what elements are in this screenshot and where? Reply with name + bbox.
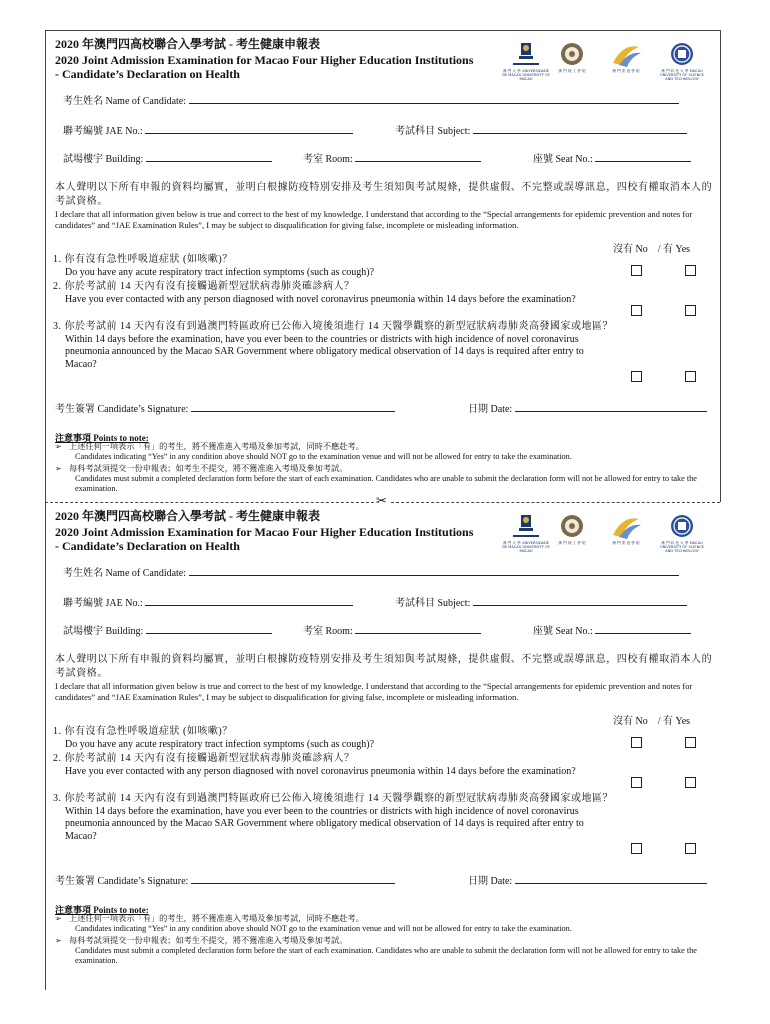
must-logo: 澳 門 科 技 大 學 MACAU UNIVERSITY OF SCIENCE AND TECHNOLOGY [661, 41, 703, 81]
note-2 [55, 464, 715, 494]
arrow-bullet-icon: ➢ [55, 936, 62, 945]
signature-field[interactable] [191, 873, 395, 884]
date-label: 日期 Date: [468, 876, 513, 887]
jae-field[interactable] [145, 123, 353, 134]
q3-no-checkbox[interactable] [631, 843, 642, 854]
note-1-zh: 上述任何一項表示「有」的考生，將不獲准進入考場及參加考試，同時不應赴考。 [69, 914, 364, 923]
declaration-en: I declare that all information given below is true and correct to the best of my knowledge. I understand that according to the “Special arrangements for epidemic prevention and notes for candidates” and “JAE Examination Rules”, I may be subject to disqualification for giving false, incomplete or misleading information. [55, 681, 693, 702]
note-2-en: Candidates must submit a completed declaration form before the start of each examination. Candidates who are unable to submit the declaration form will not be allowed for entry to take the examination. [75, 946, 697, 965]
date-row [468, 401, 707, 416]
q2-yes-checkbox[interactable] [685, 777, 696, 788]
date-field[interactable] [515, 873, 707, 884]
subject-field[interactable] [473, 595, 687, 606]
question-1 [53, 726, 613, 751]
name-row [63, 93, 679, 108]
arrow-bullet-icon: ➢ [55, 914, 62, 923]
signature-field[interactable] [191, 401, 395, 412]
declaration-form [45, 30, 720, 503]
q1-yes-checkbox[interactable] [685, 737, 696, 748]
form-title-zh: 2020 年澳門四高校聯合入學考試 - 考生健康申報表 [55, 37, 320, 51]
name-label: 考生姓名 Name of Candidate: [63, 96, 187, 107]
question-1-zh: 1. 你有沒有急性呼吸道症狀 (如咳嗽)？ [53, 726, 233, 737]
jae-row [63, 595, 353, 610]
question-1 [53, 254, 613, 279]
university-of-macau-logo: 澳 門 大 學 UNIVERSIDADE DE MACAU UNIVERSITY OF MACAU [505, 41, 547, 81]
question-2-zh: 2. 你於考試前 14 天內有沒有接觸過新型冠狀病毒肺炎確診病人？ [53, 281, 355, 292]
date-field[interactable] [515, 401, 707, 412]
subject-row [395, 595, 687, 610]
room-row [303, 151, 481, 166]
declaration-form-copy [45, 503, 720, 975]
jae-field[interactable] [145, 595, 353, 606]
name-field[interactable] [189, 93, 679, 104]
seat-row [533, 151, 691, 166]
room-row [303, 623, 481, 638]
signature-label: 考生簽署 Candidate’s Signature: [55, 876, 189, 887]
note-1-zh: 上述任何一項表示「有」的考生，將不獲准進入考場及參加考試，同時不應赴考。 [69, 442, 364, 451]
q3-yes-checkbox[interactable] [685, 843, 696, 854]
note-1-en: Candidates indicating “Yes” in any condition above should NOT go to the examination venue and will not be allowed for entry to take the examination. [75, 924, 572, 933]
form-title-zh: 2020 年澳門四高校聯合入學考試 - 考生健康申報表 [55, 509, 320, 523]
signature-row [55, 873, 395, 888]
question-2 [53, 281, 613, 306]
jae-row [63, 123, 353, 138]
room-field[interactable] [355, 151, 481, 162]
question-1-en: Do you have any acute respiratory tract infection symptoms (such as cough)? [65, 266, 375, 278]
subject-field[interactable] [473, 123, 687, 134]
q3-yes-checkbox[interactable] [685, 371, 696, 382]
name-label: 考生姓名 Name of Candidate: [63, 568, 187, 579]
university-of-macau-logo: 澳 門 大 學 UNIVERSIDADE DE MACAU UNIVERSITY OF MACAU [505, 513, 547, 553]
q2-yes-checkbox[interactable] [685, 305, 696, 316]
building-row [63, 151, 272, 166]
institution-logos [502, 41, 715, 83]
question-1-zh: 1. 你有沒有急性呼吸道症狀 (如咳嗽)？ [53, 254, 233, 265]
notes-title: 注意事項 Points to note: [55, 905, 149, 915]
date-row [468, 873, 707, 888]
arrow-bullet-icon: ➢ [55, 464, 62, 473]
declaration-en: I declare that all information given below is true and correct to the best of my knowledge. I understand that according to the “Special arrangements for epidemic prevention and notes for candidates” and “JAE Examination Rules”, I may be subject to disqualification for giving false, incomplete or misleading information. [55, 209, 693, 230]
building-field[interactable] [146, 623, 272, 634]
jae-label: 聯考編號 JAE No.: [63, 598, 143, 609]
tourism-studies-logo: 澳 門 旅 遊 學 院 [605, 41, 647, 81]
declaration-zh: 本人聲明以下所有申報的資料均屬實，並明白根據防疫特別安排及考生須知與考試規條，提供虛假、不完整或誤導訊息，四校有權取消本人的考試資格。 [55, 654, 713, 679]
name-row [63, 565, 679, 580]
scissors-icon: ✂ [376, 494, 387, 509]
notes-title: 注意事項 Points to note: [55, 433, 149, 443]
question-2-zh: 2. 你於考試前 14 天內有沒有接觸過新型冠狀病毒肺炎確診病人？ [53, 753, 355, 764]
question-3-en: Within 14 days before the examination, have you ever been to the countries or districts with high incidence of novel coronavirus pneumonia announced by the Macao SAR Government where obligatory medical observation of 14 days is required after entry to Macao? [65, 805, 584, 842]
macao-polytechnic-logo: 澳 門 理 工 學 院 [551, 513, 593, 553]
subject-row [395, 123, 687, 138]
building-label: 試場樓宇 Building: [63, 154, 144, 165]
subject-label: 考試科目 Subject: [395, 126, 471, 137]
institution-logos [502, 513, 715, 555]
question-2-en: Have you ever contacted with any person diagnosed with novel coronavirus pneumonia within 14 days before the examination? [65, 765, 576, 777]
building-label: 試場樓宇 Building: [63, 626, 144, 637]
form-title-en: 2020 Joint Admission Examination for Macao Four Higher Education Institutions - Candidate’s Declaration on Health [55, 525, 474, 553]
macao-polytechnic-logo: 澳 門 理 工 學 院 [551, 41, 593, 81]
signature-label: 考生簽署 Candidate’s Signature: [55, 404, 189, 415]
q1-no-checkbox[interactable] [631, 265, 642, 276]
jae-label: 聯考編號 JAE No.: [63, 126, 143, 137]
q2-no-checkbox[interactable] [631, 305, 642, 316]
question-3-zh: 3. 你於考試前 14 天內有沒有到過澳門特區政府已公佈入境後須進行 14 天醫學觀察的新型冠狀病毒肺炎高發國家或地區？ [53, 321, 613, 332]
room-label: 考室 Room: [303, 154, 353, 165]
note-1 [55, 442, 715, 462]
right-border [720, 30, 721, 502]
seat-field[interactable] [595, 623, 691, 634]
note-2 [55, 936, 715, 966]
yes-no-header: 沒有 No / 有 Yes [613, 244, 691, 255]
question-3 [53, 321, 613, 371]
note-2-en: Candidates must submit a completed declaration form before the start of each examination. Candidates who are unable to submit the declaration form will not be allowed for entry to take the examination. [75, 474, 697, 493]
question-2 [53, 753, 613, 778]
note-2-zh: 每科考試須提交一份申報表；如考生不提交，將不獲准進入考場及參加考試。 [69, 936, 348, 945]
question-2-en: Have you ever contacted with any person diagnosed with novel coronavirus pneumonia within 14 days before the examination? [65, 293, 576, 305]
name-field[interactable] [189, 565, 679, 576]
form-title-en: 2020 Joint Admission Examination for Macao Four Higher Education Institutions - Candidate’s Declaration on Health [55, 53, 474, 81]
seat-field[interactable] [595, 151, 691, 162]
subject-label: 考試科目 Subject: [395, 598, 471, 609]
tourism-studies-logo: 澳 門 旅 遊 學 院 [605, 513, 647, 553]
date-label: 日期 Date: [468, 404, 513, 415]
q1-yes-checkbox[interactable] [685, 265, 696, 276]
declaration-zh: 本人聲明以下所有申報的資料均屬實，並明白根據防疫特別安排及考生須知與考試規條，提供虛假、不完整或誤導訊息，四校有權取消本人的考試資格。 [55, 182, 713, 207]
note-2-zh: 每科考試須提交一份申報表；如考生不提交，將不獲准進入考場及參加考試。 [69, 464, 348, 473]
room-label: 考室 Room: [303, 626, 353, 637]
seat-label: 座號 Seat No.: [533, 626, 593, 637]
signature-row [55, 401, 395, 416]
room-field[interactable] [355, 623, 481, 634]
note-1 [55, 914, 715, 934]
seat-row [533, 623, 691, 638]
question-1-en: Do you have any acute respiratory tract infection symptoms (such as cough)? [65, 738, 375, 750]
question-3 [53, 793, 613, 843]
q3-no-checkbox[interactable] [631, 371, 642, 382]
building-field[interactable] [146, 151, 272, 162]
must-logo: 澳 門 科 技 大 學 MACAU UNIVERSITY OF SCIENCE AND TECHNOLOGY [661, 513, 703, 553]
arrow-bullet-icon: ➢ [55, 442, 62, 451]
note-1-en: Candidates indicating “Yes” in any condition above should NOT go to the examination venue and will not be allowed for entry to take the examination. [75, 452, 572, 461]
question-3-zh: 3. 你於考試前 14 天內有沒有到過澳門特區政府已公佈入境後須進行 14 天醫學觀察的新型冠狀病毒肺炎高發國家或地區？ [53, 793, 613, 804]
question-3-en: Within 14 days before the examination, have you ever been to the countries or districts with high incidence of novel coronavirus pneumonia announced by the Macao SAR Government where obligatory medical observation of 14 days is required after entry to Macao? [65, 333, 584, 370]
seat-label: 座號 Seat No.: [533, 154, 593, 165]
building-row [63, 623, 272, 638]
yes-no-header: 沒有 No / 有 Yes [613, 716, 691, 727]
q2-no-checkbox[interactable] [631, 777, 642, 788]
q1-no-checkbox[interactable] [631, 737, 642, 748]
